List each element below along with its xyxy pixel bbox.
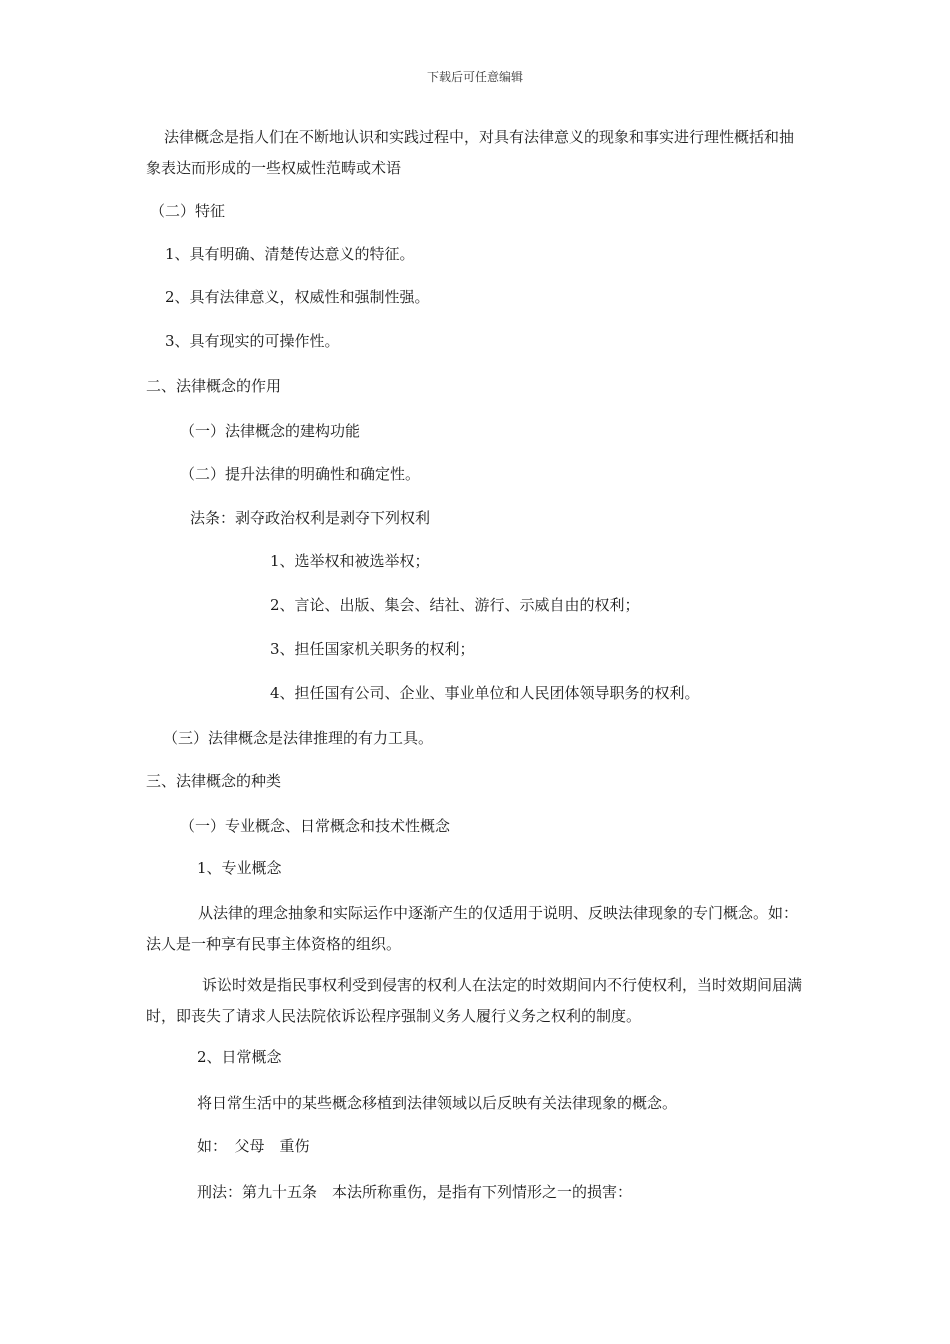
paragraph-limitation: 诉讼时效是指民事权利受到侵害的权利人在法定的时效期间内不行使权利，当时效期间届满时，即丧失了请求人民法院依诉讼程序强制义务人履行义务之权利的制度。 [146, 976, 803, 1025]
heading-kinds: 三、法律概念的种类 [146, 772, 282, 790]
feature-2: 2、具有法律意义，权威性和强制性强。 [165, 288, 430, 306]
law-item-2: 2、言论、出版、集会、结社、游行、示威自由的权利； [270, 596, 640, 614]
example-line: 如： 父母 重伤 [197, 1137, 310, 1155]
criminal-law-line: 刑法：第九十五条 本法所称重伤，是指有下列情形之一的损害： [197, 1183, 633, 1201]
kind-1: （一）专业概念、日常概念和技术性概念 [180, 817, 451, 835]
kind-1-professional: 1、专业概念 [197, 859, 282, 877]
law-intro: 法条：剥夺政治权利是剥夺下列权利 [190, 509, 431, 527]
paragraph-definition: 法律概念是指人们在不断地认识和实践过程中，对具有法律意义的现象和事实进行理性概括和抽象表达而形成的一些权威性范畴或术语 [146, 128, 795, 177]
kind-1-daily: 2、日常概念 [197, 1048, 282, 1066]
role-2: （二）提升法律的明确性和确定性。 [180, 465, 421, 483]
feature-3: 3、具有现实的可操作性。 [165, 332, 340, 350]
role-1: （一）法律概念的建构功能 [180, 422, 361, 440]
role-3: （三）法律概念是法律推理的有力工具。 [163, 729, 434, 747]
section-features: （二）特征 [150, 202, 226, 220]
law-item-1: 1、选举权和被选举权； [270, 552, 430, 570]
paragraph-daily: 将日常生活中的某些概念移植到法律领域以后反映有关法律现象的概念。 [197, 1094, 678, 1112]
feature-1: 1、具有明确、清楚传达意义的特征。 [165, 245, 415, 263]
law-item-3: 3、担任国家机关职务的权利； [270, 640, 475, 658]
paragraph-professional: 从法律的理念抽象和实际运作中逐渐产生的仅适用于说明、反映法律现象的专门概念。如：法人是一种享有民事主体资格的组织。 [146, 904, 799, 953]
page-header: 下载后可任意编辑 [426, 70, 523, 84]
heading-role: 二、法律概念的作用 [146, 377, 282, 395]
law-item-4: 4、担任国有公司、企业、事业单位和人民团体领导职务的权利。 [270, 684, 700, 702]
